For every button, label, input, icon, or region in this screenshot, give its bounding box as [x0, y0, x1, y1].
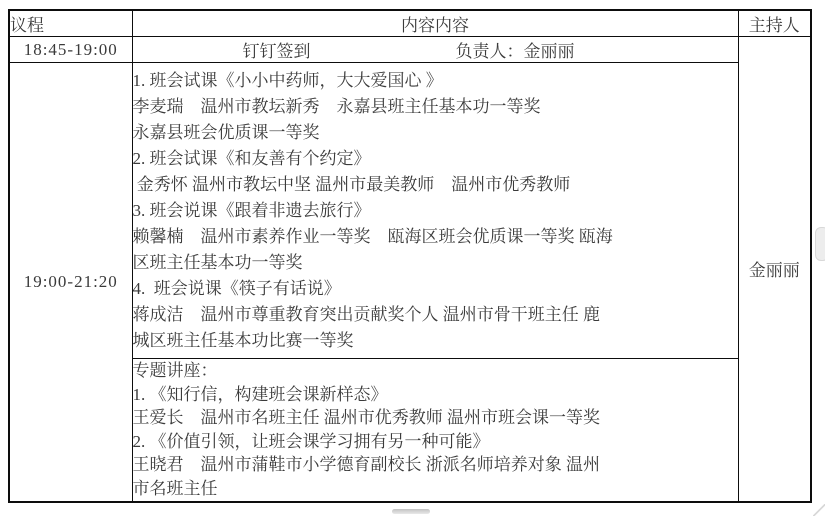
content-line: 王爱长 温州市名班主任 温州市优秀教师 温州市班会课一等奖 [132, 408, 600, 428]
content-line: 4. 班会说课《筷子有话说》 [132, 278, 341, 298]
checkin-responsible-label: 负责人：金丽丽 [455, 42, 575, 61]
header-cell-host: 主持人 [738, 10, 811, 37]
content-line: 1. 《知行信，构建班会课新样态》 [132, 384, 388, 404]
schedule-table [8, 9, 812, 503]
checkin-content-cell [132, 37, 738, 63]
content-line: 市名班主任 [132, 478, 218, 498]
content-line: 王晓君 温州市蒲鞋市小学德育副校长 浙派名师培养对象 温州 [132, 455, 600, 475]
table-drag-handle[interactable] [392, 509, 430, 514]
content-line: 蒋成洁 温州市尊重教育突出贡献奖个人 温州市骨干班主任 鹿 [132, 304, 600, 324]
header-cell-content: 内容内容 [132, 10, 738, 37]
header-cell-agenda: 议程 [9, 10, 132, 37]
content-line: 2. 班会试课《和友善有个约定》 [132, 148, 371, 168]
content-line: 赖馨楠 温州市素养作业一等奖 瓯海区班会优质课一等奖 瓯海 [132, 226, 613, 246]
checkin-activity-label: 钉钉签到 [242, 42, 311, 61]
vertical-scrollbar-thumb[interactable] [815, 227, 825, 261]
corner-resize-grip[interactable] [813, 504, 825, 516]
table-header-row [9, 10, 811, 37]
content-line: 金秀怀 温州市教坛中坚 温州市最美教师 温州市优秀教师 [132, 174, 571, 194]
content-line: 区班主任基本功一等奖 [132, 252, 303, 272]
content-line: 2. 《价值引领，让班会课学习拥有另一种可能》 [132, 431, 490, 451]
main-time-cell: 19:00-21:20 [9, 63, 132, 502]
content-line: 城区班主任基本功比赛一等奖 [132, 330, 354, 350]
content-line: 专题讲座： [132, 361, 218, 381]
content-line: 李麦瑞 温州市教坛新秀 永嘉县班主任基本功一等奖 [132, 96, 541, 116]
lectures-cell [132, 359, 738, 502]
content-line: 1. 班会试课《小小中药师，大大爱国心 》 [132, 70, 443, 90]
host-cell: 金丽丽 [738, 37, 811, 502]
main-session-row [9, 63, 811, 359]
checkin-row [9, 37, 811, 63]
content-line: 3. 班会说课《跟着非遗去旅行》 [132, 200, 371, 220]
checkin-time-cell: 18:45-19:00 [9, 37, 132, 63]
content-line: 永嘉县班会优质课一等奖 [132, 122, 320, 142]
trial-lessons-cell [132, 63, 738, 359]
